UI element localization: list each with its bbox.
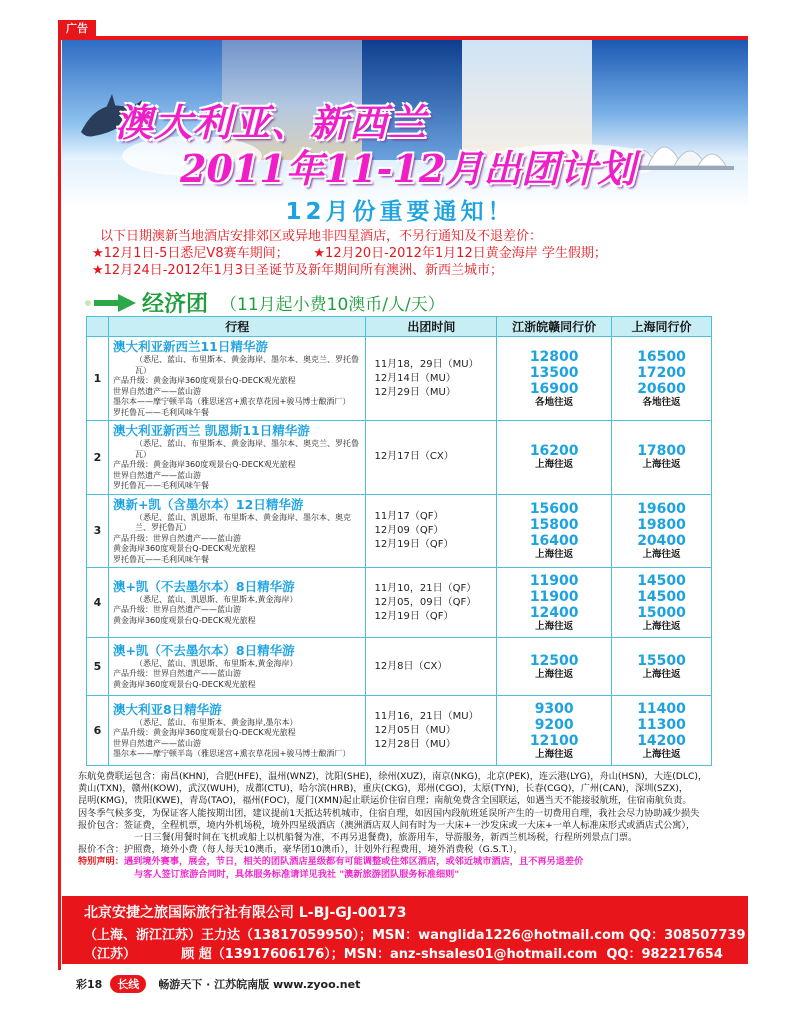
arrow-right-icon (82, 292, 138, 314)
price-value: 15600 (529, 500, 579, 517)
column-header (87, 317, 109, 337)
price-note: 上海往返 (642, 620, 681, 632)
departure-date: 11月16，21日（MU） (374, 710, 479, 722)
route-name: 澳大利亚8日精华游 (112, 701, 222, 717)
departure-date: 12月17日（CX） (374, 451, 454, 463)
alert-line: ★12月1日-5日悉尼V8赛车期间； ★12月20日-2012年1月12日黄金海岸 学生假期； (92, 246, 607, 261)
departure-date: 12月28日（MU） (374, 738, 456, 750)
special-text-2: 与客人签订旅游合同时，具体服务标准请详见我社 "澳新旅游团队服务标准细则" (134, 868, 460, 880)
route-detail: 罗托鲁瓦——毛利风味午餐 (112, 554, 209, 564)
price-value: 15000 (637, 604, 686, 621)
price-value: 13500 (529, 364, 579, 381)
route-detail: 墨尔本——摩宁顿半岛（雅思迷宫+熏衣草花园+骏马博士酿酒厂） (112, 397, 351, 406)
table-header-row (87, 317, 712, 337)
route-cell (108, 638, 366, 696)
contact-line: （江苏） 顾 超（13917606176）；MSN：anz-shsales01@hotmail.com QQ：982217654 (84, 947, 723, 962)
price-value: 16400 (529, 532, 579, 549)
alert-line: ★12月24日-2012年1月3日圣诞节及新年期间所有澳洲、新西兰城市； (92, 263, 504, 278)
departure-date: 12月05，09日（QF） (374, 596, 477, 608)
route-cell (108, 494, 366, 568)
route-detail: 产品升级：世界自然遗产——蓝山游 (112, 605, 241, 615)
price-value: 14200 (637, 732, 686, 749)
table-row (87, 337, 712, 421)
terms-notes (78, 771, 738, 881)
price-value: 14500 (637, 588, 686, 605)
shanghai-price-cell (612, 696, 712, 766)
price-value: 15500 (637, 652, 686, 669)
route-detail: （悉尼、蓝山、凯恩斯、布里斯本,黄金海岸） (134, 594, 298, 604)
price-note: 上海往返 (535, 620, 574, 632)
route-name: 澳+凯（不去墨尔本）8日精华游 (112, 642, 295, 658)
shanghai-price-cell (612, 568, 712, 638)
route-name: 澳大利亚新西兰 凯恩斯11日精华游 (112, 423, 310, 438)
jiangzhe-price-cell (497, 568, 612, 638)
route-cell (108, 568, 366, 638)
price-value: 11300 (637, 716, 686, 733)
jiangzhe-price-cell (497, 337, 612, 421)
route-detail: （悉尼、蓝山、布里斯本、黄金海岸、墨尔本、奥克兰、罗托鲁瓦） (134, 355, 359, 375)
jiangzhe-price-cell (497, 494, 612, 568)
contact-line: （上海、浙江江苏）王力达（13817059950）；MSN：wanglida1226@hotmail.com QQ：308507739 (84, 928, 746, 943)
price-note: 各地往返 (535, 396, 574, 408)
price-value: 16500 (637, 348, 686, 365)
route-detail: 世界自然遗产——蓝山游 (112, 386, 201, 396)
route-detail: 黄金海岸360度观景台Q-DECK观光旅程 (112, 679, 256, 689)
departure-cell (366, 421, 497, 495)
table-row (87, 568, 712, 638)
departure-date: 11月17（QF） (374, 510, 444, 522)
route-name: 澳+凯（不去墨尔本）8日精华游 (112, 578, 295, 594)
special-text: 遇到境外赛事，展会，节日，相关的团队酒店星级都有可能调整或住郊区酒店，或邻近城市酒店，且不再另退差价 (123, 856, 584, 868)
column-header: 行程 (108, 317, 366, 337)
route-detail: 世界自然遗产——蓝山游 (112, 470, 201, 480)
price-note: 上海往返 (642, 548, 681, 560)
table-row (87, 421, 712, 495)
departure-date: 11月18，29日（MU） (374, 358, 479, 370)
special-label: 特别声明： (78, 856, 124, 868)
route-cell (108, 421, 366, 495)
note-line: 一日三餐(用餐时间在飞机或船上以机船餐为准，不再另退餐费)，旅游用车，导游服务，新西兰机场税，行程所列景点门票。 (134, 832, 638, 844)
december-notice-heading: 12月份重要通知！ (285, 199, 515, 225)
route-detail: （悉尼、蓝山、凯恩斯、布里斯本、黄金海岸、墨尔本、奥克兰、罗托鲁瓦） (134, 512, 351, 532)
price-note: 上海往返 (642, 668, 681, 680)
departure-cell (366, 494, 497, 568)
title-schedule: 2011年11-12月出团计划 (180, 146, 636, 191)
column-header: 江浙皖赣同行价 (497, 317, 612, 337)
price-value: 12100 (529, 732, 579, 749)
route-detail: 产品升级：黄金海岸360度观景台Q-DECK观光旅程 (112, 460, 296, 469)
departure-date: 12月8日（CX） (374, 660, 448, 672)
section-badge: 长线 (110, 975, 146, 993)
price-value: 11400 (637, 700, 686, 717)
route-detail: 罗托鲁瓦——毛利风味午餐 (112, 481, 209, 490)
table-row (87, 696, 712, 766)
price-note: 各地往返 (642, 396, 681, 408)
hotel-alerts (92, 228, 607, 279)
special-statement (78, 856, 738, 868)
economy-title: 经济团 (142, 291, 209, 317)
price-value: 16900 (529, 380, 579, 397)
departure-cell (366, 696, 497, 766)
price-value: 14500 (637, 572, 686, 589)
route-detail: 产品升级：世界自然遗产——蓝山游 (112, 533, 241, 543)
route-detail: 世界自然遗产——蓝山游 (112, 738, 201, 748)
opera-house-icon (618, 126, 738, 170)
note-line: 昆明(KMG)，贵阳(KWE)，青岛(TAO)，福州(FOC)，厦门(XMN)起止联运价住宿自理；南航免费含全国联运，如遇当天不能接驳航班，住宿南航负责。 (78, 795, 692, 807)
jiangzhe-price-cell (497, 638, 612, 696)
tour-price-table (86, 316, 712, 766)
ad-tag: 广告 (58, 20, 96, 37)
left-red-rule (58, 40, 61, 970)
route-cell (108, 696, 366, 766)
route-detail: 产品升级：黄金海岸360度观景台Q-DECK观光旅程 (112, 728, 296, 737)
departure-cell (366, 638, 497, 696)
row-number: 4 (87, 568, 109, 638)
departure-cell (366, 568, 497, 638)
row-number: 5 (87, 638, 109, 696)
note-line: 报价不含：护照费，境外小费（每人每天10澳币，豪华团10澳币），计划外行程费用，境外消费税（G.S.T.）， (78, 844, 523, 856)
price-value: 20400 (637, 532, 686, 549)
departure-date: 12月09（QF） (374, 524, 444, 536)
shanghai-price-cell (612, 337, 712, 421)
price-value: 12500 (529, 652, 579, 669)
price-value: 12400 (529, 604, 579, 621)
price-value: 20600 (637, 380, 686, 397)
price-note: 上海往返 (535, 459, 574, 471)
contact-banner (62, 896, 748, 964)
table-row (87, 638, 712, 696)
economy-subtitle: （11月起小费10澳币/人/天） (220, 295, 445, 315)
table-row (87, 494, 712, 568)
shanghai-price-cell (612, 494, 712, 568)
row-number: 2 (87, 421, 109, 495)
price-value: 9200 (534, 716, 574, 733)
column-header: 上海同行价 (612, 317, 712, 337)
note-line: 报价包含：签证费，全程机票，境内外机场税，境外四星级酒店（澳洲酒店双人间有时为一大床+一沙发床或一大床+一单人标准床形式或酒店式公寓）， (78, 819, 696, 831)
route-detail: 黄金海岸360度观景台Q-DECK观光旅程 (112, 615, 256, 625)
route-name: 澳大利亚新西兰11日精华游 (112, 339, 268, 354)
route-detail: （悉尼、蓝山、布里斯本、黄金海岸、墨尔本、奥克兰、罗托鲁瓦） (134, 439, 359, 459)
departure-date: 12月05日（MU） (374, 724, 456, 736)
price-value: 11900 (529, 572, 579, 589)
price-value: 16200 (529, 443, 579, 460)
route-detail: 墨尔本——摩宁顿半岛（雅思迷宫+熏衣草花园+骏马博士酿酒厂） (112, 749, 351, 758)
route-detail: 黄金海岸360度观景台Q-DECK观光旅程 (112, 544, 256, 553)
price-value: 19600 (637, 500, 686, 517)
price-value: 12800 (529, 348, 579, 365)
route-detail: 产品升级：世界自然遗产——蓝山游 (112, 669, 241, 679)
note-line: 东航免费联运包含：南昌(KHN)，合肥(HFE)，温州(WNZ)，沈阳(SHE)，徐州(XUZ)，南京(NKG)，北京(PEK)，连云港(LYG)，舟山(HSN)，大连(DLC)， (78, 771, 708, 782)
publication-brand: 畅游天下 · 江苏皖南版 www.zyoo.net (158, 978, 361, 991)
title-destination: 澳大利亚、新西兰 (115, 100, 428, 145)
shanghai-price-cell (612, 638, 712, 696)
price-note: 上海往返 (535, 748, 574, 760)
price-value: 17800 (637, 443, 686, 460)
row-number: 1 (87, 337, 109, 421)
company-name: 北京安捷之旅国际旅行社有限公司 L-BJ-GJ-00173 (84, 905, 407, 921)
departure-date: 11月10，21日（QF） (374, 582, 477, 594)
price-value: 17200 (637, 364, 686, 381)
departure-date: 12月14日（MU） (374, 372, 456, 384)
route-detail: 产品升级：黄金海岸360度观景台Q-DECK观光旅程 (112, 376, 296, 385)
price-value: 9300 (534, 700, 574, 717)
price-value: 19800 (637, 516, 686, 533)
route-cell (108, 337, 366, 421)
page-footer (76, 975, 360, 993)
shanghai-price-cell (612, 421, 712, 495)
departure-date: 12月19日（QF） (374, 610, 454, 622)
route-detail: 罗托鲁瓦——毛利风味午餐 (112, 407, 209, 417)
route-name: 澳新+凯（含墨尔本）12日精华游 (112, 496, 304, 512)
departure-date: 12月19日（QF） (374, 538, 454, 550)
price-note: 上海往返 (535, 668, 574, 680)
price-note: 上海往返 (535, 548, 574, 560)
alert-line: 以下日期澳新当地酒店安排郊区或异地非四星酒店，不另行通知及不退差价： (100, 229, 543, 244)
note-line: 黄山(TXN)，赣州(KOW)，武汉(WUH)，成都(CTU)，哈尔滨(HRB)，重庆(CKG)，郑州(CGO)，太原(TYN)，长春(CGQ)，广州(CAN)，深圳(SZX)， (78, 783, 689, 795)
price-value: 11900 (529, 588, 579, 605)
column-header: 出团时间 (366, 317, 497, 337)
departure-date: 12月29日（MU） (374, 386, 456, 398)
price-value: 15800 (529, 516, 579, 533)
jiangzhe-price-cell (497, 421, 612, 495)
economy-section-heading (82, 287, 445, 318)
price-note: 上海往返 (642, 459, 681, 471)
departure-cell (366, 337, 497, 421)
row-number: 3 (87, 494, 109, 568)
row-number: 6 (87, 696, 109, 766)
page-number: 彩18 (76, 978, 103, 991)
route-detail: （悉尼、蓝山、布里斯本、黄金海岸,墨尔本） (134, 717, 298, 727)
route-detail: （悉尼、蓝山、凯恩斯、布里斯本,黄金海岸） (134, 658, 298, 668)
note-line: 因冬季气候多变，为保证客人能按期出团，建议提前1天抵达转机城市，住宿自理，如因国内段航班延误所产生的一切费用自理，我社会尽力协助减少损失 (78, 807, 700, 819)
price-note: 上海往返 (642, 748, 681, 760)
jiangzhe-price-cell (497, 696, 612, 766)
